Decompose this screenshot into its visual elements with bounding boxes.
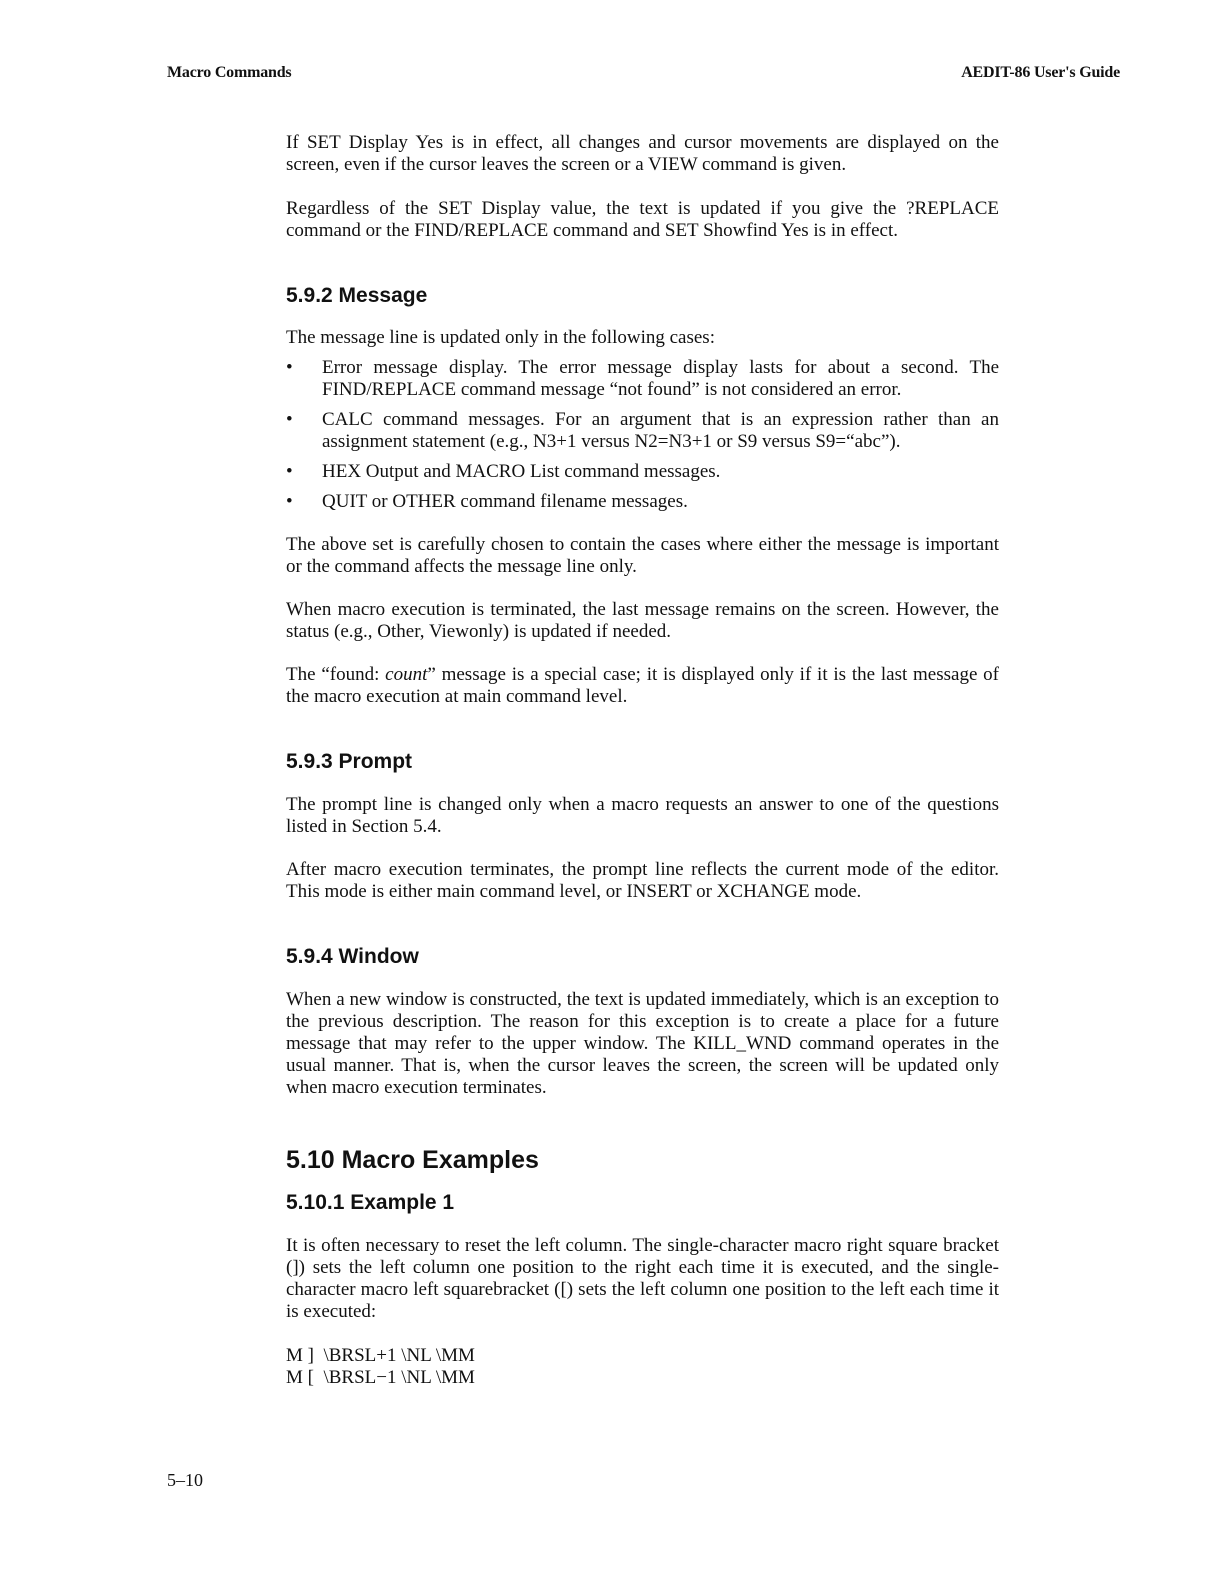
message-lead-paragraph: The message line is updated only in the following cases: <box>286 327 715 348</box>
section-heading-macro-examples: 5.10 Macro Examples <box>286 1146 539 1174</box>
message-paragraph-3 <box>286 664 999 708</box>
running-head-title: AEDIT-86 User's Guide <box>961 64 1120 81</box>
section-heading-prompt: 5.9.3 Prompt <box>286 750 413 773</box>
code-line: M ] \BRSL+1 \NL \MM <box>286 1345 475 1366</box>
subsection-heading-example-1: 5.10.1 Example 1 <box>286 1191 455 1214</box>
message-paragraph-3-start: The “found: <box>286 664 386 685</box>
page-body <box>286 132 999 1389</box>
count-placeholder: count <box>385 664 428 685</box>
example-1-paragraph: It is often necessary to reset the left column. The single-character macro right square bracket (]) sets the left column one position to the right each time it is executed, and the single-character macro left squarebracket ([) sets the left column one position to the left each time it is executed: <box>286 1235 999 1322</box>
list-item <box>286 461 999 483</box>
list-item-text: Error message display. The error message display lasts for about a second. The FIND/REPLACE command message “not found” is not considered an error. <box>322 357 999 400</box>
page-number: 5–10 <box>167 1470 203 1490</box>
bullet-icon: • <box>286 461 293 482</box>
list-item <box>286 409 999 453</box>
bullet-icon: • <box>286 357 293 378</box>
section-heading-window: 5.9.4 Window <box>286 945 419 968</box>
list-item-text: CALC command messages. For an argument that is an expression rather than an assignment statement (e.g., N3+1 versus N2=N3+1 or S9 versus S9=“abc”). <box>322 409 999 452</box>
message-paragraph-3-end: ” message is a special case; it is displayed only if it is the last message of the macro execution at main command level. <box>286 664 999 707</box>
intro-paragraph-2: Regardless of the SET Display value, the text is updated if you give the ?REPLACE command or the FIND/REPLACE command and SET Showfind Yes is in effect. <box>286 198 999 241</box>
list-item-text: QUIT or OTHER command filename messages. <box>322 491 688 512</box>
intro-paragraph-1: If SET Display Yes is in effect, all changes and cursor movements are displayed on the screen, even if the cursor leaves the screen or a VIEW command is given. <box>286 132 999 175</box>
list-item <box>286 491 999 513</box>
list-item-text: HEX Output and MACRO List command messages. <box>322 461 721 482</box>
bullet-icon: • <box>286 409 293 430</box>
message-case-list <box>286 357 999 513</box>
prompt-paragraph-2: After macro execution terminates, the prompt line reflects the current mode of the editor. This mode is either main command level, or INSERT or XCHANGE mode. <box>286 859 999 902</box>
section-heading-message: 5.9.2 Message <box>286 284 428 307</box>
bullet-icon: • <box>286 491 293 512</box>
window-paragraph-1: When a new window is constructed, the text is updated immediately, which is an exception to the previous description. The reason for this exception is to create a place for a future message that may refer to the upper window. The KILL_WND command operates in the usual manner. That is, when the cursor leaves the screen, the screen will be updated only when macro execution terminates. <box>286 989 999 1098</box>
list-item <box>286 357 999 401</box>
message-paragraph-1: The above set is carefully chosen to contain the cases where either the message is important or the command affects the message line only. <box>286 534 999 577</box>
prompt-paragraph-1: The prompt line is changed only when a macro requests an answer to one of the questions listed in Section 5.4. <box>286 794 999 837</box>
code-line: M [ \BRSL−1 \NL \MM <box>286 1367 475 1388</box>
running-head-chapter: Macro Commands <box>167 64 292 81</box>
message-paragraph-2: When macro execution is terminated, the last message remains on the screen. However, the status (e.g., Other, Viewonly) is updated if needed. <box>286 599 999 642</box>
